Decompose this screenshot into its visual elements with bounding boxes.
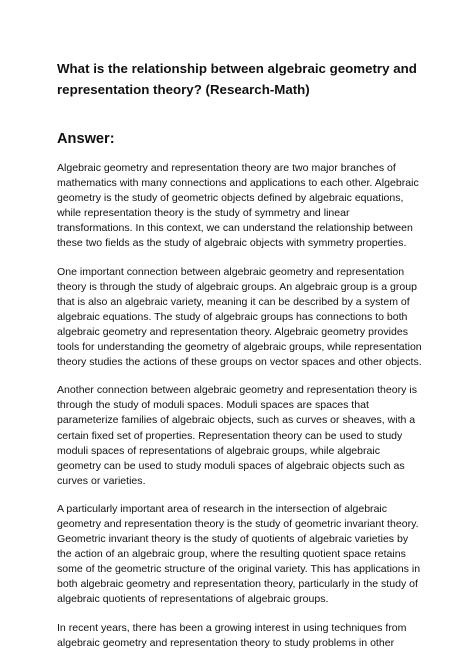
text-line: Geometric invariant theory is the study of quotients of algebraic varieties by <box>57 533 409 546</box>
document-title <box>57 58 422 100</box>
paragraph-5 <box>57 621 422 651</box>
answer-heading: Answer: <box>57 131 115 147</box>
text-line: transformations. In this context, we can understand the relationship between <box>57 222 413 235</box>
title-line: What is the relationship between algebraic geometry and <box>57 61 417 76</box>
text-line: algebraic quotients of representations of algebraic groups. <box>57 593 329 606</box>
paragraph-3 <box>57 383 422 489</box>
text-line: curves or varieties. <box>57 474 146 487</box>
title-line: representation theory? (Research-Math) <box>57 82 310 97</box>
text-line: Algebraic geometry and representation theory are two major branches of <box>57 162 396 174</box>
text-line: geometry and representation theory is the study of geometric invariant theory. <box>57 517 419 530</box>
paragraph-1 <box>57 161 422 252</box>
text-line: mathematics with many connections and applications to each other. Algebraic <box>57 177 419 190</box>
text-line: algebraic geometry and representation theory. Algebraic geometry provides <box>57 325 408 338</box>
text-line: geometry is the study of geometric objects defined by algebraic equations, <box>57 192 404 205</box>
text-line: theory is through the study of algebraic groups. An algebraic group is a group <box>57 280 417 293</box>
text-line: A particularly important area of research in the intersection of algebraic <box>57 502 388 515</box>
text-line: tools for understanding the geometry of algebraic groups, while representation <box>57 341 422 354</box>
text-line: algebraic equations. The study of algebraic groups has connections to both <box>57 310 408 323</box>
text-line: the action of an algebraic group, where the resulting quotient space retains <box>57 548 406 561</box>
paragraph-4 <box>57 502 422 608</box>
text-line: while representation theory is the study of symmetry and linear <box>57 207 350 220</box>
text-line: that is also an algebraic variety, meaning it can be described by a system of <box>57 295 410 308</box>
text-line: geometry can be used to study moduli spaces of algebraic objects such as <box>57 459 405 472</box>
text-line: One important connection between algebraic geometry and representation <box>57 265 405 278</box>
text-line: In recent years, there has been a growing interest in using techniques from <box>57 621 407 634</box>
text-line: theory studies the actions of these groups on vector spaces and other objects. <box>57 356 422 369</box>
text-line: both algebraic geometry and representation theory, particularly in the study of <box>57 578 418 591</box>
text-line: Another connection between algebraic geometry and representation theory is <box>57 384 417 397</box>
text-line: through the study of moduli spaces. Moduli spaces are spaces that <box>57 399 369 412</box>
text-line: certain fixed set of properties. Representation theory can be used to study <box>57 429 403 442</box>
text-line: moduli spaces of representations of algebraic groups, while algebraic <box>57 444 381 457</box>
text-line: algebraic geometry and representation theory to study problems in other <box>57 636 395 649</box>
text-line: parameterize families of algebraic objects, such as curves or sheaves, with a <box>57 414 416 427</box>
text-line: some of the geometric structure of the original variety. This has applications in <box>57 563 421 576</box>
text-line: these two fields as the study of algebraic objects with symmetry properties. <box>57 237 407 250</box>
paragraph-2 <box>57 265 422 371</box>
